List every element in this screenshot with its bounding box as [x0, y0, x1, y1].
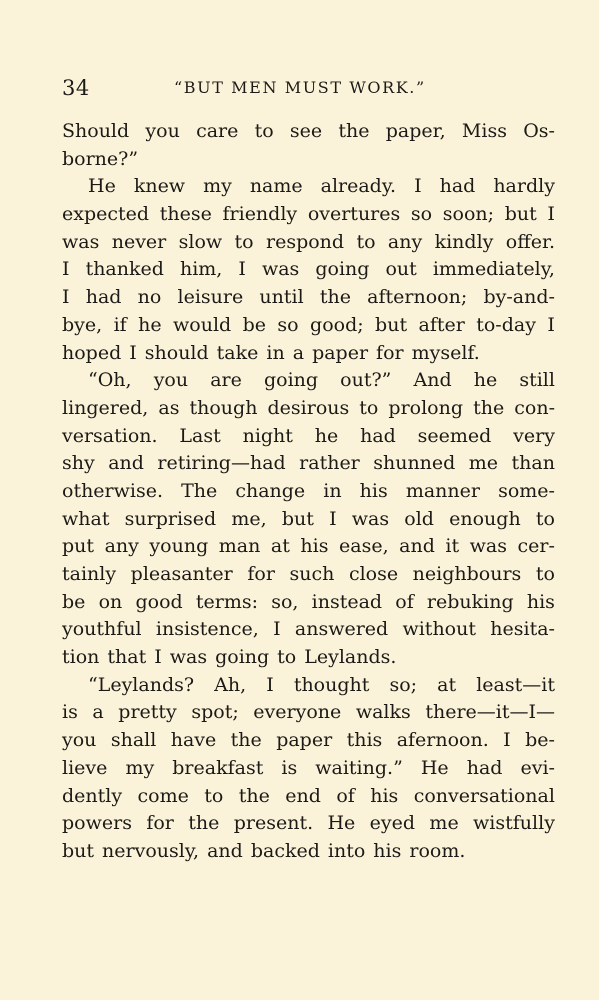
- text-line: put any young man at his ease, and it was cer-: [62, 535, 555, 558]
- text-line: expected these friendly overtures so soon; but I: [62, 203, 555, 226]
- text-line: bye, if he would be so good; but after to-day I: [62, 313, 555, 336]
- text-line: what surprised me, but I was old enough to: [62, 507, 555, 530]
- text-line: hoped I should take in a paper for myself.: [62, 341, 480, 364]
- text-line: “Oh, you are going out?” And he still: [88, 369, 555, 392]
- text-line: versation. Last night he had seemed very: [62, 424, 555, 447]
- text-line: otherwise. The change in his manner some-: [62, 479, 555, 502]
- text-line: I had no leisure until the afternoon; by-and-: [62, 286, 555, 309]
- running-title: “BUT MEN MUST WORK.”: [174, 78, 426, 97]
- running-head: [62, 74, 542, 106]
- page-number: 34: [62, 76, 90, 100]
- text-line: Should you care to see the paper, Miss Os-: [62, 120, 555, 142]
- text-line: lieve my breakfast is waiting.” He had evi-: [62, 756, 555, 779]
- text-line: “Leylands? Ah, I thought so; at least—it: [88, 673, 555, 696]
- text-line: dently come to the end of his conversational: [62, 784, 555, 807]
- text-line: lingered, as though desirous to prolong the con-: [62, 396, 555, 419]
- text-line: powers for the present. He eyed me wistfully: [62, 812, 555, 835]
- text-line: tion that I was going to Leylands.: [62, 646, 397, 669]
- text-line: shy and retiring—had rather shunned me than: [62, 452, 555, 475]
- text-line: borne?”: [62, 147, 139, 170]
- text-line: He knew my name already. I had hardly: [88, 175, 555, 198]
- text-line: you shall have the paper this afernoon. I be-: [62, 729, 555, 752]
- text-line: is a pretty spot; everyone walks there—it—I—: [62, 701, 555, 724]
- text-line: be on good terms: so, instead of rebuking his: [62, 590, 555, 613]
- text-line: but nervously, and backed into his room.: [62, 839, 466, 862]
- text-line: I thanked him, I was going out immediately,: [62, 258, 555, 281]
- text-line: youthful insistence, I answered without hesita-: [62, 618, 555, 641]
- text-line: was never slow to respond to any kindly offer.: [62, 230, 555, 253]
- body-text: [62, 118, 555, 866]
- text-line: tainly pleasanter for such close neighbours to: [62, 563, 555, 585]
